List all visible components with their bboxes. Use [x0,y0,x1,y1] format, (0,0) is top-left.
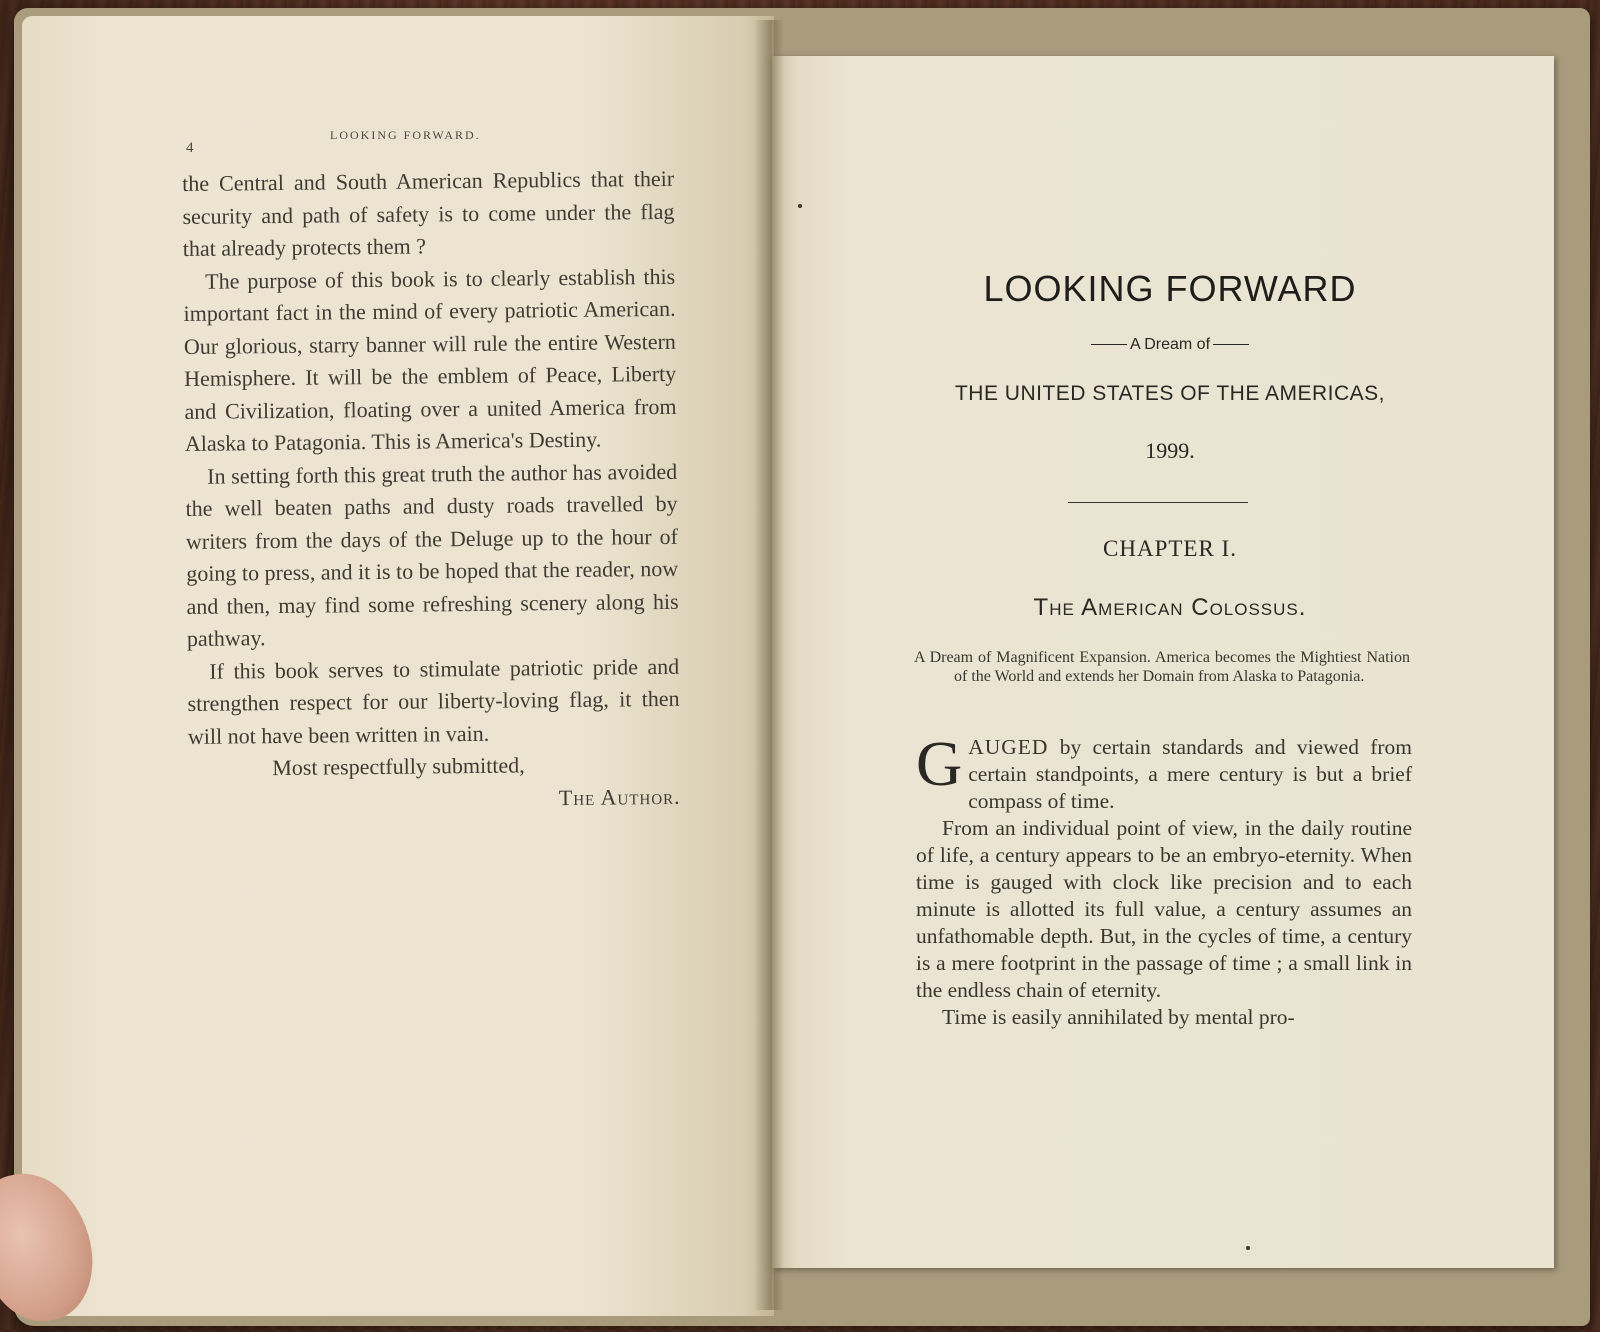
divider-rule [1068,502,1248,503]
author-signature: The Author. [558,783,681,810]
book-title: LOOKING FORWARD [983,268,1357,309]
paragraph: The purpose of this book is to clearly establish this important fact in the mind of every patriotic American. Our glorious, starry banner will rule the entire Western Hemisphere. It will be the emblem of Peace, Liberty and Civilization, floating over a united America from Alaska to Patagonia. This is America's Destiny. [183,263,677,456]
right-page-body [916,728,1412,1031]
paper-speck [798,204,802,208]
drop-cap: G [916,728,963,799]
chapter-title: The American Colossus. [1033,594,1307,621]
left-page-body [182,163,681,818]
lead-paragraph [916,728,1412,815]
subtitle [770,336,1570,354]
dash-left [1091,344,1127,345]
chapter-summary: A Dream of Magnificent Expansion. America becomes the Mightiest Nation of the World and extends her Domain from Alaska to Patagonia. [914,649,1410,685]
signoff: Most respectfully submitted, [272,752,525,781]
lead-caps: AUGED [968,735,1049,759]
paper-speck [1246,1246,1250,1250]
subtitle-text: A Dream of [1129,336,1211,353]
paragraph: In setting forth this great truth the author has avoided the well beaten paths and dusty roads travelled by writers from the days of the Deluge up to the hour of going to press, and it is to be hoped that the reader, now and then, may find some refreshing scenery along his pathway. [185,458,679,651]
paragraph: Time is easily annihilated by mental pro- [942,1005,1295,1029]
year: 1999. [1145,438,1195,463]
page-number: 4 [186,140,194,156]
running-head: LOOKING FORWARD. [330,128,481,142]
lead-text: by certain standards and viewed from certain standpoints, a mere century is but a brief compass of time. [968,735,1412,813]
book-gutter [754,20,784,1310]
paragraph: From an individual point of view, in the daily routine of life, a century appears to be an embryo-eternity. When time is gauged with clock like precision and to each minute is allotted its full value, a century assumes an unfathomable depth. But, in the cycles of time, a century is a mere footprint in the passage of time ; a small link in the endless chain of eternity. [916,816,1412,1002]
chapter-heading: CHAPTER I. [1103,536,1237,561]
dash-right [1213,344,1249,345]
subtitle-line: THE UNITED STATES OF THE AMERICAS, [954,382,1386,405]
paragraph: the Central and South American Republics that their security and path of safety is to come under the flag that already protects them ? [182,165,675,261]
paragraph: If this book serves to stimulate patriotic pride and strengthen respect for our liberty-loving flag, it then will not have been written in vain. [187,653,680,749]
